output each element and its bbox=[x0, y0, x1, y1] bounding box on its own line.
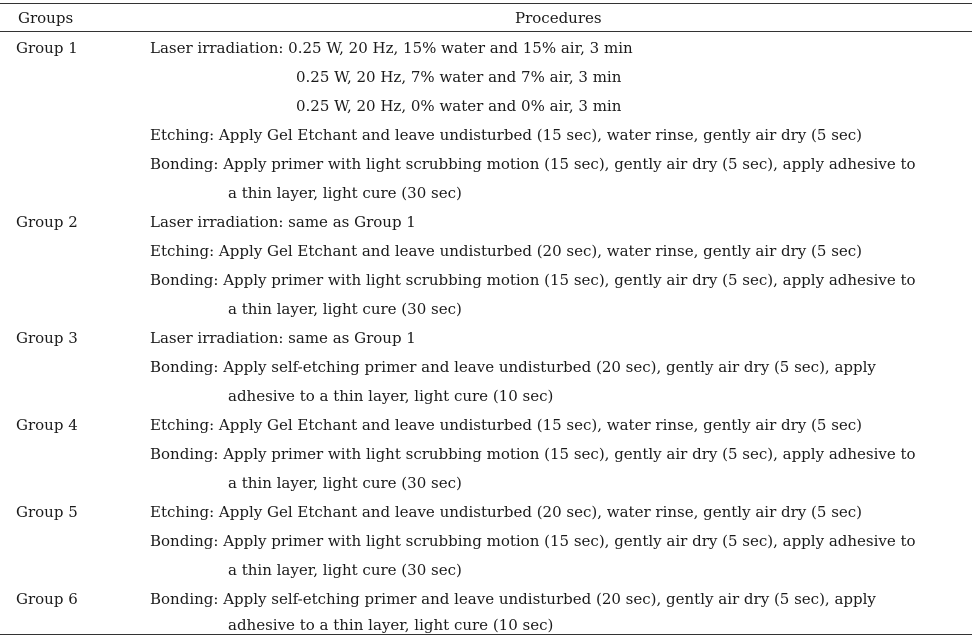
group-4-label: Group 4 bbox=[16, 416, 78, 434]
group-1-bonding-line-2: a thin layer, light cure (30 sec) bbox=[228, 184, 462, 202]
group-1-etching-line: Etching: Apply Gel Etchant and leave undisturbed (15 sec), water rinse, gently air dry (5 sec) bbox=[150, 126, 863, 144]
group-1-laser-line-3: 0.25 W, 20 Hz, 0% water and 0% air, 3 min bbox=[296, 97, 622, 115]
group-1-bonding-line: Bonding: Apply primer with light scrubbing motion (15 sec), gently air dry (5 sec), apply adhesive to bbox=[150, 155, 916, 173]
group-2-etching-line: Etching: Apply Gel Etchant and leave undisturbed (20 sec), water rinse, gently air dry (5 sec) bbox=[150, 242, 863, 260]
table-bottom-rule bbox=[0, 634, 972, 635]
group-3-label: Group 3 bbox=[16, 329, 78, 347]
procedures-table bbox=[0, 3, 972, 635]
group-1-label: Group 1 bbox=[16, 39, 78, 57]
header-procedures: Procedures bbox=[515, 9, 602, 27]
group-5-bonding-line-2: a thin layer, light cure (30 sec) bbox=[228, 561, 462, 579]
group-5-label: Group 5 bbox=[16, 503, 78, 521]
group-2-bonding-line-2: a thin layer, light cure (30 sec) bbox=[228, 300, 462, 318]
group-6-bonding-line: Bonding: Apply self-etching primer and leave undisturbed (20 sec), gently air dry (5 sec), apply bbox=[150, 590, 876, 608]
group-3-bonding-line: Bonding: Apply self-etching primer and leave undisturbed (20 sec), gently air dry (5 sec), apply bbox=[150, 358, 876, 376]
group-6-bonding-line-2: adhesive to a thin layer, light cure (10 sec) bbox=[228, 616, 554, 634]
group-2-laser-line: Laser irradiation: same as Group 1 bbox=[150, 213, 416, 231]
group-4-bonding-line: Bonding: Apply primer with light scrubbing motion (15 sec), gently air dry (5 sec), apply adhesive to bbox=[150, 445, 916, 463]
group-5-bonding-line: Bonding: Apply primer with light scrubbing motion (15 sec), gently air dry (5 sec), apply adhesive to bbox=[150, 532, 916, 550]
group-2-bonding-line: Bonding: Apply primer with light scrubbing motion (15 sec), gently air dry (5 sec), apply adhesive to bbox=[150, 271, 916, 289]
group-3-bonding-line-2: adhesive to a thin layer, light cure (10 sec) bbox=[228, 387, 554, 405]
table-top-rule bbox=[0, 3, 972, 4]
group-3-laser-line: Laser irradiation: same as Group 1 bbox=[150, 329, 416, 347]
group-1-laser-line-2: 0.25 W, 20 Hz, 7% water and 7% air, 3 min bbox=[296, 68, 622, 86]
group-1-laser-line: Laser irradiation: 0.25 W, 20 Hz, 15% water and 15% air, 3 min bbox=[150, 39, 633, 57]
group-2-label: Group 2 bbox=[16, 213, 78, 231]
group-5-etching-line: Etching: Apply Gel Etchant and leave undisturbed (20 sec), water rinse, gently air dry (5 sec) bbox=[150, 503, 863, 521]
table-header-rule bbox=[0, 31, 972, 32]
group-6-label: Group 6 bbox=[16, 590, 78, 608]
group-4-etching-line: Etching: Apply Gel Etchant and leave undisturbed (15 sec), water rinse, gently air dry (5 sec) bbox=[150, 416, 863, 434]
header-groups: Groups bbox=[18, 9, 74, 27]
group-4-bonding-line-2: a thin layer, light cure (30 sec) bbox=[228, 474, 462, 492]
